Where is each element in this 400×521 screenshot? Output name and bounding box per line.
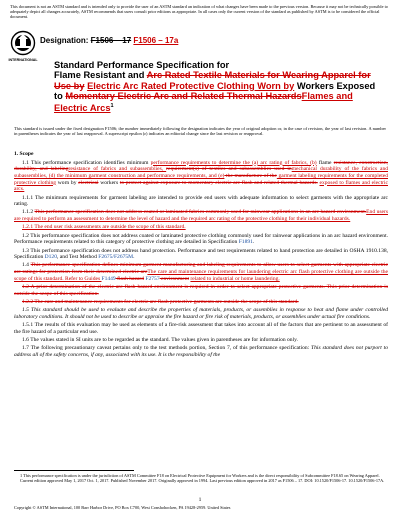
link-d120[interactable]: D120	[44, 254, 57, 261]
section-heading-scope: 1. Scope	[14, 151, 34, 157]
footnotes	[14, 473, 386, 483]
para-1-1: 1.1 This performance specification identifies minimum performance requirements to determine the (a) arc rating of fabrics, (b) flame resistance, construction, durability, and labelingresistance of fabrics and subassemblies, requirement(s) of textiles and subassemblies used inmechanical durability of the fabrics and subassemblies, (d) the minimum garment construction and performance requirements, and (e) the manufacture of the garment labeling requirements for the completed protective clothing worn by electrical workers to protect against exposure to momentary electric arc flash and related thermal hazards. exposed to flames and electric arcs.	[14, 159, 388, 193]
para-1-3: 1.3 This performance specification does not address hand protection. Performance and test requirements related to hand protection are detailed in OSHA 1910.138, Specification D120, and Test Method F2675/F2675M.	[14, 247, 388, 261]
astm-logo	[10, 30, 36, 64]
para-1-1-2: 1.1.2 This performance specification does not address coated or laminated fabrics commonly used for rainwear applications in an arc hazard environment.End users are required to perform an assessment to determine the level of hazard and the required arc rating of the protective clothing for their individual hazards.	[14, 209, 388, 223]
footnote-1: 1 This performance specification is under the jurisdiction of ASTM Committee F18 on Electrical Protective Equipment for Workers and is the direct responsibility of Subcommittee F18.65 on Wearing Apparel.	[20, 473, 380, 478]
footnote-divider	[14, 470, 134, 471]
designation-new: F1506 – 17a	[133, 36, 179, 45]
para-1-1-1: 1.1.1 The minimum requirements for garment labeling are intended to provide end users with adequate information to select garments with the appropriate arc rating.	[14, 194, 388, 208]
para-1-5: 1.5 This standard should be used to evaluate and describe the properties of materials, products, or assemblies in response to heat and flame under controlled laboratory conditions. It should not be used to describe or appraise the fire hazard or fire risk of materials, products, or assemblies under actual fire conditions.	[14, 307, 388, 320]
para-1-2-deleted: 1.2 A prior determination of the electric arc flash hazard environment is required in order to select appropriate protective garments. This prior determination is outside the scope of this specification.	[14, 283, 388, 297]
para-1-2-1: 1.2.1 The end user risk assessments are outside the scope of this standard.	[22, 224, 186, 231]
para-1-4: 1.4 This performance specification defines minimum garment manufacturing and labeling requirements to allow users to select garments with appropriate electric arc ratings for protection from their determined electric arcThe care and maintenance requirements for laundering electric arc flash protective clothing are outside the scope of this standard. Refer to Guides F1449 flash hazard F2757 environment related to industrial or home laundering.	[14, 262, 389, 282]
page-number: 1	[198, 497, 202, 503]
link-f1449[interactable]: F1449	[101, 275, 116, 282]
para-1-2: 1.2 This performance specification does not address coated or laminated protective clothing commonly used for rainwear applications in an arc hazard environment. Performance requirements related to this category of protective clothing are detailed in Specification F1891.	[14, 232, 388, 246]
para-1-2-2-deleted: 1.2.2 The care and maintenance requirements for electric arc flash protective garments are outside the scope of this standard.	[22, 298, 299, 305]
link-f1891[interactable]: F1891	[238, 239, 253, 246]
logo-text: INTERNATIONAL	[8, 58, 38, 62]
designation: Designation: F1506 – 17 F1506 – 17a	[40, 36, 179, 45]
designation-old: F1506 – 17	[90, 36, 132, 45]
document-body	[14, 151, 388, 360]
link-f2757[interactable]: F2757	[145, 275, 160, 282]
copyright-line: Copyright © ASTM International, 100 Barr Harbor Drive, PO Box C700, West Conshohocken, PA 19428-2959. United States	[14, 505, 231, 510]
footnote-2: Current edition approved May 1, 2017 Oct. 1, 2017. Published November 2017. Originally approved in 1994. Last previous edition approved in 2017 as F1506 – 17. DOI: 10.1520/F1506-17. 10.1520/F1506-17A.	[20, 478, 385, 483]
change-notice: This document is not an ASTM standard and is intended only to provide the user of an ASTM standard an indication of what changes have been made to the previous version. Because it may not be technically possible to adequately depict all changes accurately, ASTM recommends that users consult prior editions as appropriate. In all cases only the current version of the standard as published by ASTM is to be considered the official document.	[10, 4, 388, 20]
para-1-7: 1.7 The following precautionary caveat pertains only to the test methods portion, Section 7, of this performance specification: This standard does not purport to address all of the safety concerns, if any, associated with its use. It is the responsibility of the	[14, 345, 388, 358]
link-f2675[interactable]: F2675/F2675M	[98, 254, 134, 261]
standard-issuance-note: This standard is issued under the fixed designation F1506; the number immediately following the designation indicates the year of original adoption or, in the case of revision, the year of last revision. A number in parentheses indicates the year of last reapproval. A superscript epsilon (ε) indicates an editorial change since the last revision or reapproval.	[14, 126, 386, 137]
document-title: Standard Performance Specification for Flame Resistant and Arc Rated Textile Materials for Wearing Apparel for Use by Electric Arc Rated Protective Clothing Worn by Workers Exposed to Momentary Electric Arc and Related Thermal HazardsFlames and Electric Arcs$^1$	[54, 60, 376, 114]
para-1-5-1: 1.5.1 The results of this evaluation may be used as elements of a fire-risk assessment that takes into account all of the factors that are pertinent to an assessment of the fire hazard of a particular end use.	[14, 322, 388, 335]
para-1-6: 1.6 The values stated in SI units are to be regarded as the standard. The values given in parentheses are for information only.	[22, 336, 298, 343]
